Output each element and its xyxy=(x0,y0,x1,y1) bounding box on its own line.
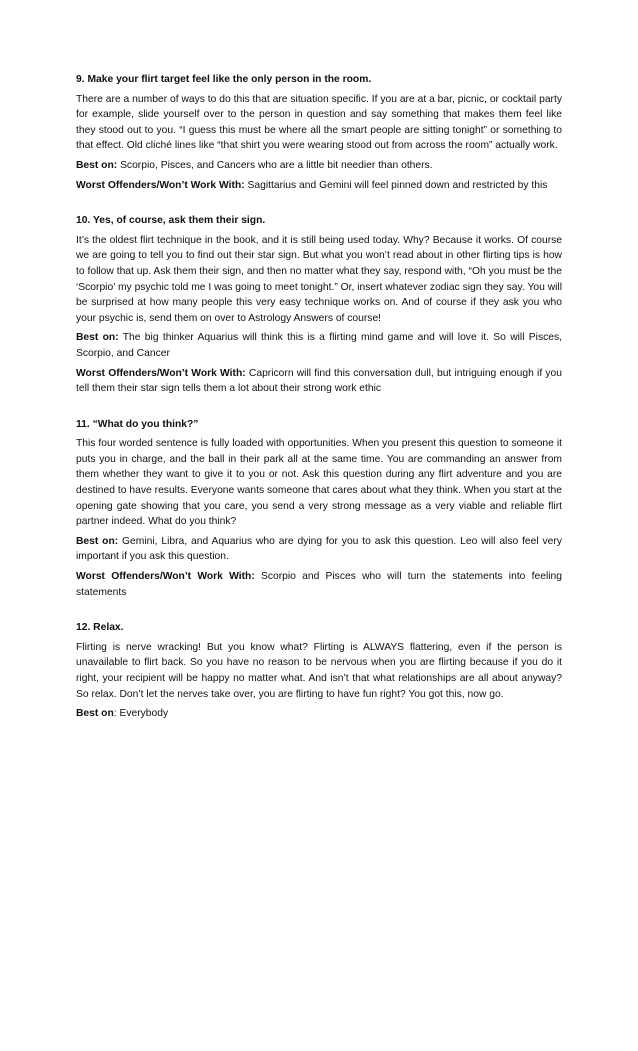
best-on-text: Scorpio, Pisces, and Cancers who are a little bit needier than others. xyxy=(117,159,433,171)
worst-offenders xyxy=(76,569,562,600)
best-on-text: Gemini, Libra, and Aquarius who are dying for you to ask this question. Leo will also feel very important if you ask this question. xyxy=(76,535,562,563)
tip-11 xyxy=(76,417,562,601)
tip-body: This four worded sentence is fully loaded with opportunities. When you present this question to someone it puts you in charge, and the ball in their park all at the same time. You are commanding an answer from them whether they want to give it to you or not. Ask this question during any flirt adventure and you are destined to have results. Everyone wants someone that cares about what they think. When you start at the opening gate showing that you care, you send a very strong message as a very viable and reliable flirt partner indeed. What do you think? xyxy=(76,438,562,528)
worst-offenders-text: Scorpio and Pisces who will turn the statements into feeling statements xyxy=(76,571,562,598)
document-page xyxy=(76,72,562,742)
worst-offenders-label: Worst Offenders/Won’t Work With: xyxy=(76,367,246,379)
best-on-label: Best on xyxy=(76,708,114,720)
tip-body: Flirting is nerve wracking! But you know what? Flirting is ALWAYS flattering, even if the person is unavailable to flirt back. So you have no reason to be nervous when you are flirting because if you do it right, your recipient will be happy no matter what. And isn’t that what relationships are all about anyway? So relax. Don’t let the nerves take over, you are flirting to have fun right? You got this, now go. xyxy=(76,641,562,700)
tip-9 xyxy=(76,72,562,193)
best-on xyxy=(76,330,562,361)
worst-offenders xyxy=(76,178,562,194)
best-on-label: Best on: xyxy=(76,332,119,344)
best-on xyxy=(76,706,562,722)
worst-offenders-text: Capricorn will find this conversation dull, but intriguing enough if you tell them their star sign tells them a lot about their strong work ethic xyxy=(76,367,562,395)
tip-10 xyxy=(76,213,562,397)
tip-heading: 10. Yes, of course, ask them their sign. xyxy=(76,215,266,227)
best-on xyxy=(76,534,562,565)
worst-offenders xyxy=(76,366,562,397)
tip-12 xyxy=(76,620,562,722)
worst-offenders-text: Sagittarius and Gemini will feel pinned down and restricted by this xyxy=(244,179,548,191)
tip-heading: 11. “What do you think?” xyxy=(76,418,199,430)
best-on xyxy=(76,158,562,174)
best-on-text: The big thinker Aquarius will think this is a flirting mind game and will love it. So will Pisces, Scorpio, and Cancer xyxy=(76,332,562,359)
worst-offenders-label: Worst Offenders/Won’t Work With: xyxy=(76,179,245,191)
tip-body: It’s the oldest flirt technique in the book, and it is still being used today. Why? Because it works. Of course we are going to tell you to find out their star sign. But what you won’t read about in other flirting tips is how to follow that up. Ask them their sign, and then no matter what they say, respond with, “Oh you must be the ‘Scorpio’ my psychic told me I was going to meet tonight.” Or, insert whatever zodiac sign they say. You will be surprised at how many people this very easy technique works on. And of course if they ask you who your psychic is, send them on over to Astrology Answers of course! xyxy=(76,234,562,324)
best-on-label: Best on: xyxy=(76,159,118,171)
tip-heading: 9. Make your flirt target feel like the only person in the room. xyxy=(76,74,372,85)
best-on-text: : Everybody xyxy=(113,708,169,720)
tip-body: There are a number of ways to do this that are situation specific. If you are at a bar, picnic, or cocktail party for example, slide yourself over to the person in question and say something that makes them feel like they stood out to you. “I guess this must be where all the smart people are sitting tonight” or something to that effect. Old cliché lines like “that shirt you were wearing stood out from across the room” actually work. xyxy=(76,93,562,152)
worst-offenders-label: Worst Offenders/Won’t Work With: xyxy=(76,571,255,583)
best-on-label: Best on: xyxy=(76,535,119,547)
tip-heading: 12. Relax. xyxy=(76,622,124,634)
